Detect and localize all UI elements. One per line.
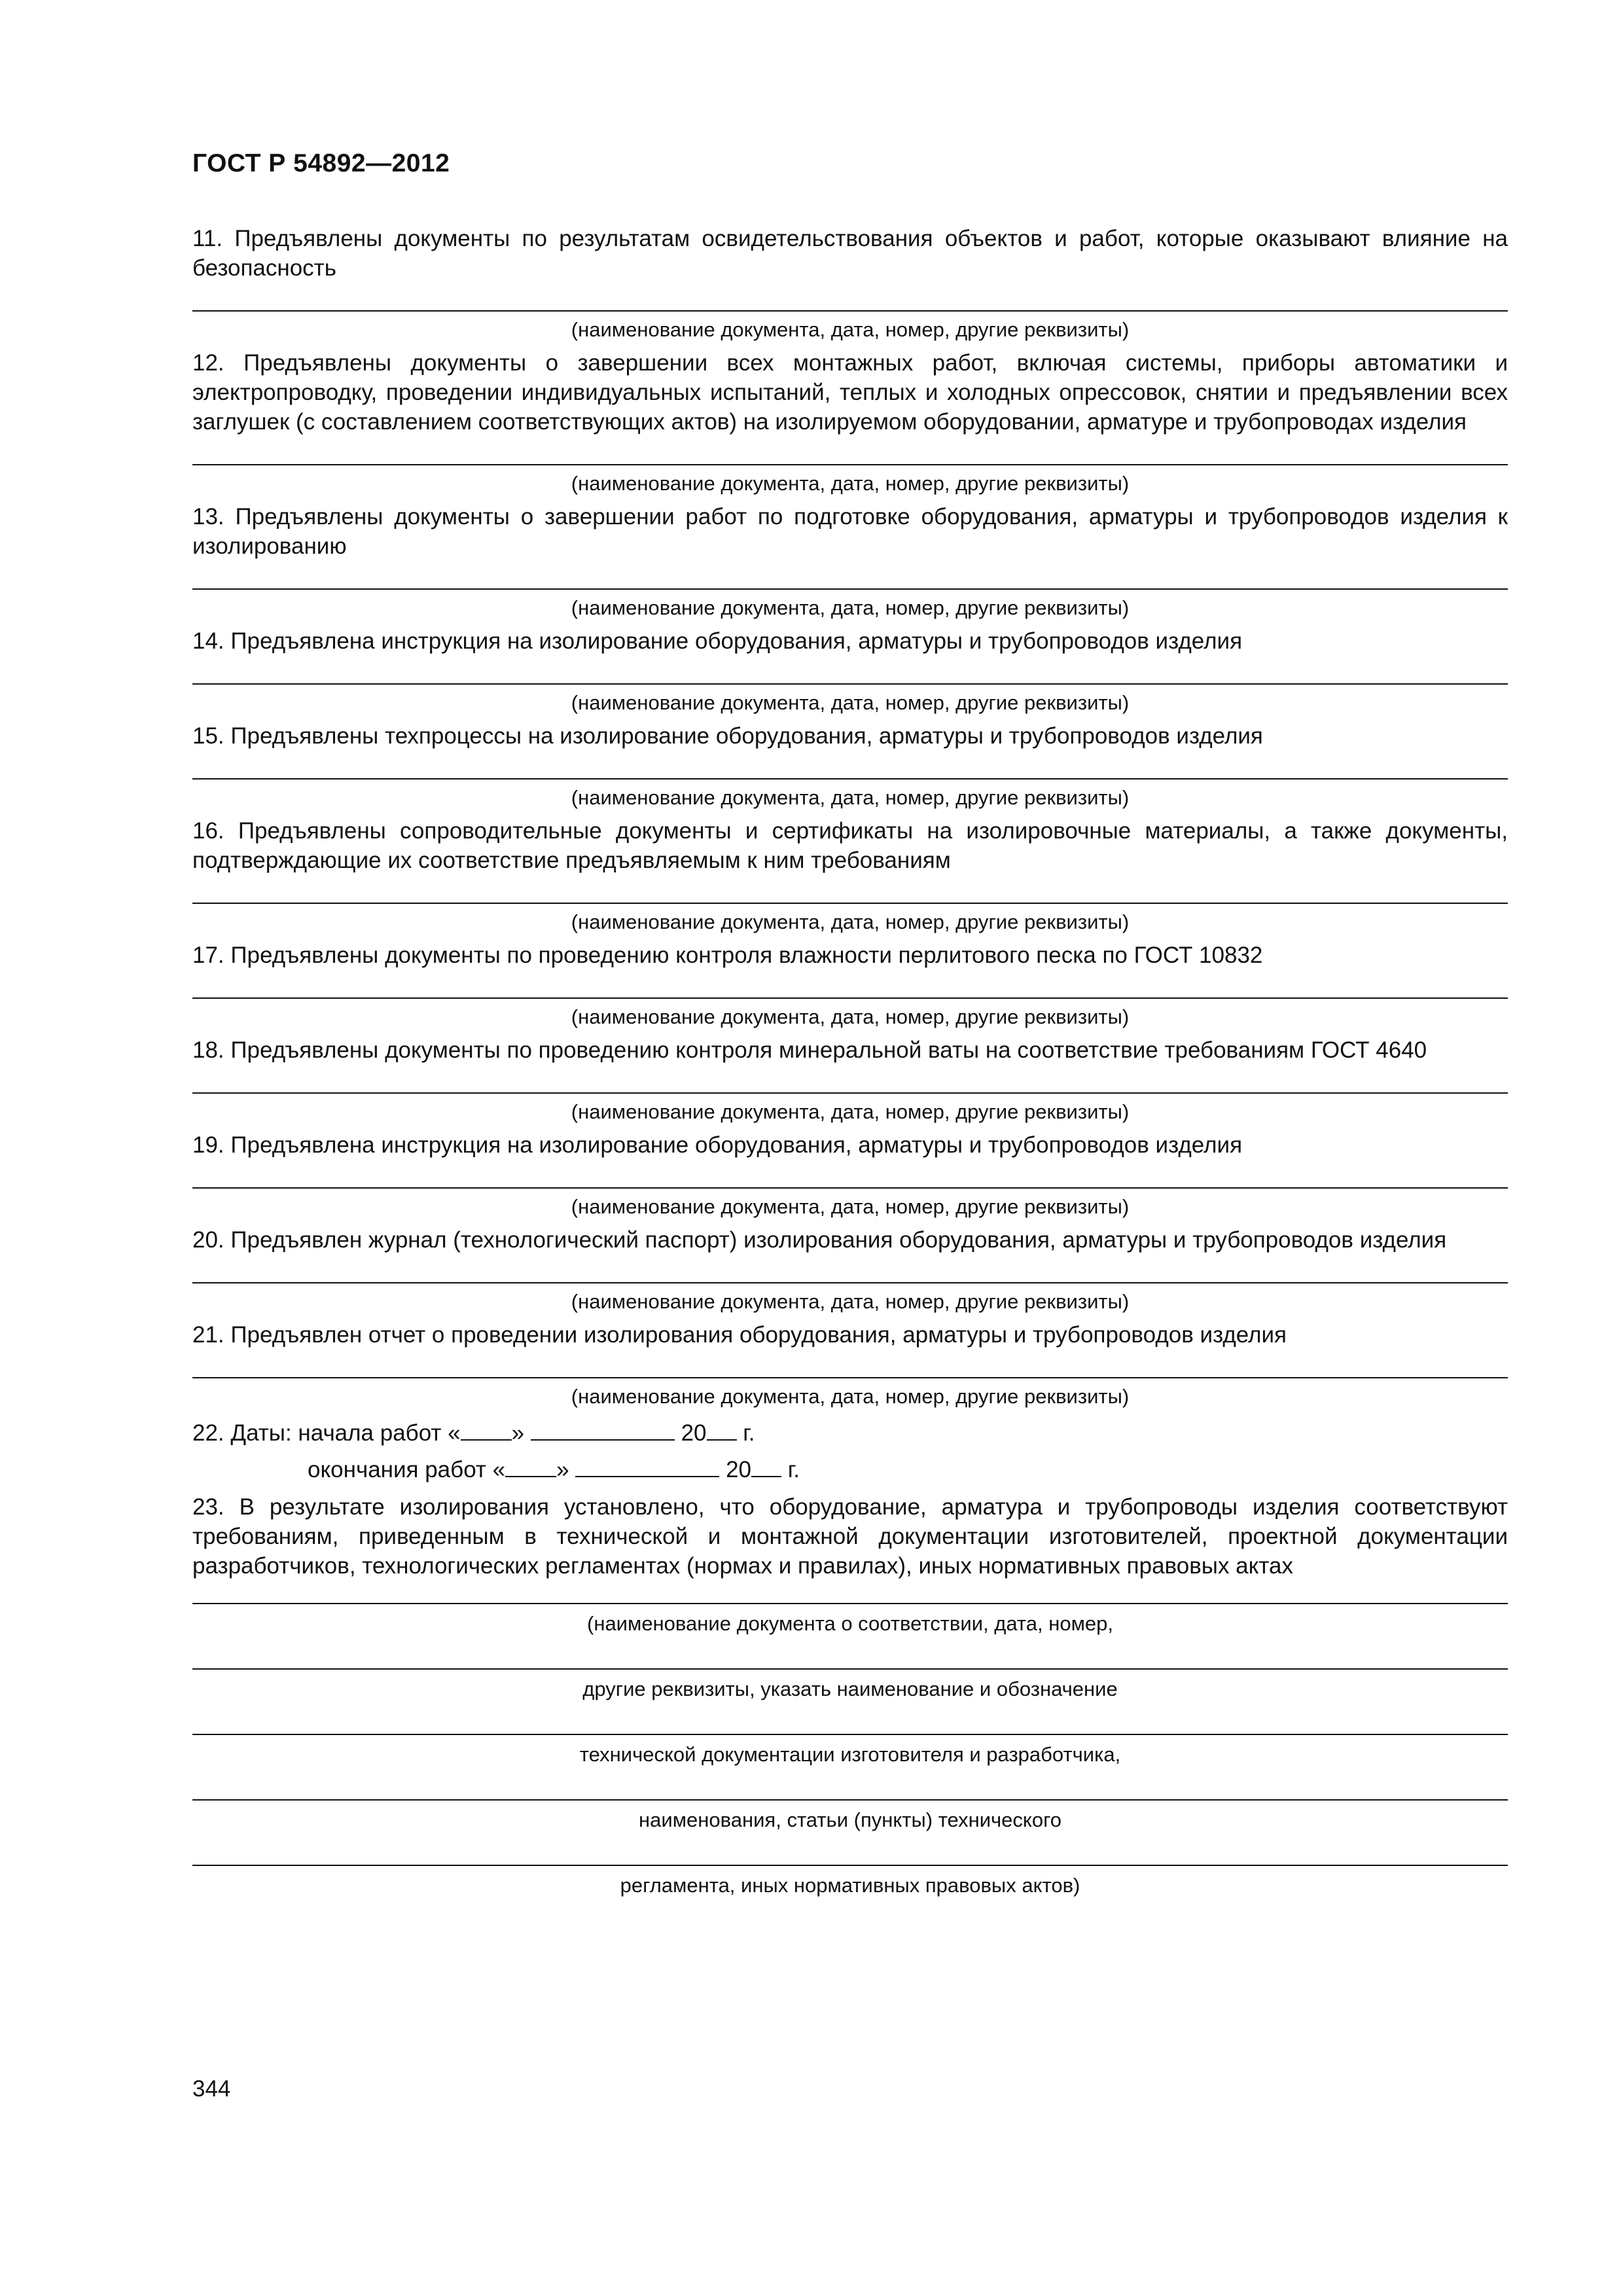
caption-14: (наименование документа, дата, номер, другие реквизиты) xyxy=(571,691,1130,714)
fill-line-19[interactable] xyxy=(192,1169,1508,1189)
form-item-17: 17. Предъявлены документы по проведению контроля влажности перлитового песка по ГОСТ 10832 xyxy=(192,942,1263,968)
caption-23-2: другие реквизиты, указать наименование и обозначение xyxy=(582,1677,1118,1700)
start-year-prefix: 20 xyxy=(681,1420,707,1446)
fill-line-17[interactable] xyxy=(192,979,1508,999)
form-item-19: 19. Предъявлена инструкция на изолирование оборудования, арматуры и трубопроводов изделия xyxy=(192,1132,1243,1158)
end-day-field[interactable] xyxy=(505,1456,556,1477)
fill-line-23-1[interactable] xyxy=(192,1581,1508,1604)
caption-21: (наименование документа, дата, номер, другие реквизиты) xyxy=(571,1385,1130,1408)
form-item-20: 20. Предъявлен журнал (технологический паспорт) изолирования оборудования, арматуры и трубопроводов изделия xyxy=(192,1227,1447,1253)
caption-12: (наименование документа, дата, номер, другие реквизиты) xyxy=(571,472,1130,495)
fill-line-15[interactable] xyxy=(192,760,1508,780)
caption-23-5: регламента, иных нормативных правовых актов) xyxy=(620,1874,1080,1897)
form-item-12: 12. Предъявлены документы о завершении всех монтажных работ, включая системы, приборы автоматики и электропроводку, проведении индивидуальных испытаний, теплых и холодных опрессовок, снятии и предъявлении всех заглушек (с составлением соответствующих актов) на изолируемом оборудовании, арматуре и трубопроводах изделия xyxy=(192,350,1508,435)
end-date-label: окончания работ « xyxy=(308,1457,506,1482)
fill-line-20[interactable] xyxy=(192,1264,1508,1283)
form-item-13: 13. Предъявлены документы о завершении работ по подготовке оборудования, арматуры и трубопроводов изделия к изолированию xyxy=(192,504,1508,559)
caption-13: (наименование документа, дата, номер, другие реквизиты) xyxy=(571,596,1130,619)
fill-line-23-2[interactable] xyxy=(192,1646,1508,1670)
start-year-field[interactable] xyxy=(707,1420,737,1441)
document-header: ГОСТ Р 54892—2012 xyxy=(192,149,450,177)
fill-line-16[interactable] xyxy=(192,884,1508,904)
end-month-field[interactable] xyxy=(575,1456,719,1477)
caption-20: (наименование документа, дата, номер, другие реквизиты) xyxy=(571,1290,1130,1313)
caption-11: (наименование документа, дата, номер, другие реквизиты) xyxy=(571,318,1130,341)
start-date-label: 22. Даты: начала работ « xyxy=(192,1420,461,1446)
start-year-suffix: г. xyxy=(736,1420,755,1446)
page-number: 344 xyxy=(192,2076,231,2102)
caption-23-1: (наименование документа о соответствии, дата, номер, xyxy=(587,1612,1113,1635)
start-day-field[interactable] xyxy=(461,1420,512,1441)
fill-line-13[interactable] xyxy=(192,570,1508,590)
form-item-23: 23. В результате изолирования установлено, что оборудование, арматура и трубопроводы изделия соответствуют требованиям, приведенным в технической и монтажной документации изготовителей, проектной документации разработчиков, технологических регламентах (нормах и правилах), иных нормативных правовых актах xyxy=(192,1494,1508,1579)
form-item-18: 18. Предъявлены документы по проведению контроля минеральной ваты на соответствие требованиям ГОСТ 4640 xyxy=(192,1037,1427,1063)
end-year-field[interactable] xyxy=(751,1456,781,1477)
fill-line-14[interactable] xyxy=(192,665,1508,685)
fill-line-23-5[interactable] xyxy=(192,1842,1508,1866)
caption-23-3: технической документации изготовителя и разработчика, xyxy=(579,1743,1121,1766)
start-date-row xyxy=(192,1415,1508,1452)
start-month-field[interactable] xyxy=(531,1420,675,1441)
caption-17: (наименование документа, дата, номер, другие реквизиты) xyxy=(571,1005,1130,1028)
fill-line-23-3[interactable] xyxy=(192,1712,1508,1735)
fill-line-11[interactable] xyxy=(192,292,1508,312)
end-year-suffix: г. xyxy=(781,1457,800,1482)
fill-line-12[interactable] xyxy=(192,446,1508,465)
start-quote-close: » xyxy=(511,1420,525,1446)
form-item-16: 16. Предъявлены сопроводительные документы и сертификаты на изолировочные материалы, а также документы, подтверждающие их соответствие предъявляемым к ним требованиям xyxy=(192,818,1508,873)
caption-18: (наименование документа, дата, номер, другие реквизиты) xyxy=(571,1100,1130,1123)
fill-line-21[interactable] xyxy=(192,1359,1508,1378)
form-item-15: 15. Предъявлены техпроцессы на изолирование оборудования, арматуры и трубопроводов изделия xyxy=(192,723,1263,749)
form-item-11: 11. Предъявлены документы по результатам освидетельствования объектов и работ, которые оказывают влияние на безопасность xyxy=(192,226,1508,281)
end-date-row xyxy=(192,1452,1508,1488)
end-quote-close: » xyxy=(556,1457,569,1482)
form-item-21: 21. Предъявлен отчет о проведении изолирования оборудования, арматуры и трубопроводов изделия xyxy=(192,1322,1287,1348)
end-year-prefix: 20 xyxy=(726,1457,751,1482)
caption-19: (наименование документа, дата, номер, другие реквизиты) xyxy=(571,1195,1130,1218)
caption-16: (наименование документа, дата, номер, другие реквизиты) xyxy=(571,910,1130,933)
caption-15: (наименование документа, дата, номер, другие реквизиты) xyxy=(571,786,1130,809)
form-item-14: 14. Предъявлена инструкция на изолирование оборудования, арматуры и трубопроводов изделия xyxy=(192,628,1243,654)
fill-line-23-4[interactable] xyxy=(192,1777,1508,1801)
caption-23-4: наименования, статьи (пункты) технического xyxy=(639,1808,1061,1831)
fill-line-18[interactable] xyxy=(192,1074,1508,1094)
form-body xyxy=(192,224,1508,1908)
